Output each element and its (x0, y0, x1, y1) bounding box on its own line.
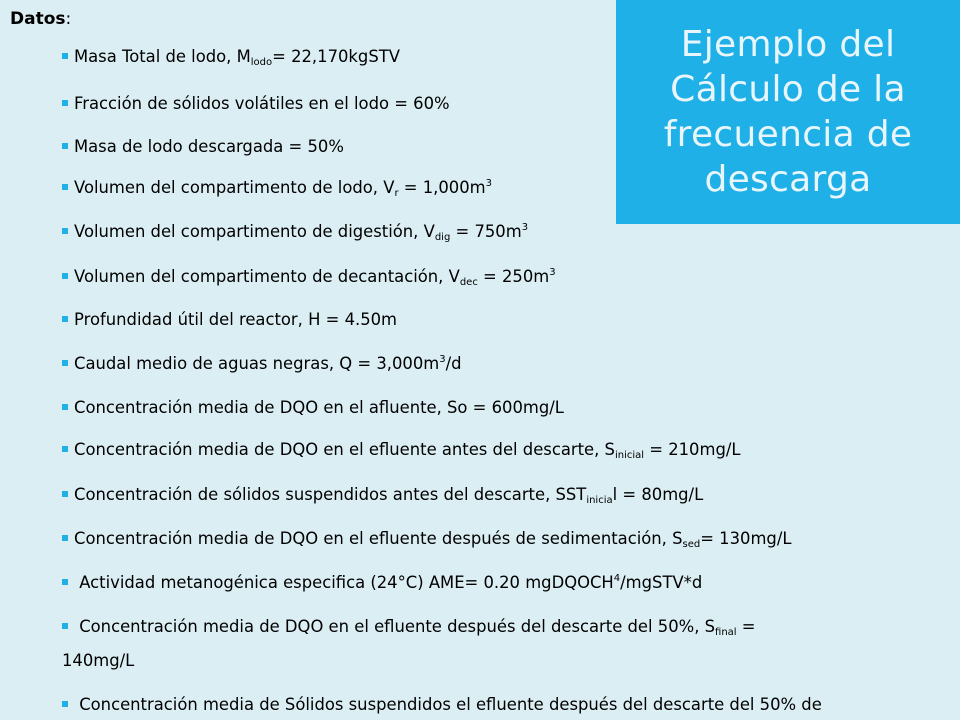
item-text: Concentración de sólidos suspendidos antes del descarte, SST (74, 485, 587, 504)
list-item (62, 309, 397, 331)
item-text-end: = 1,000m (398, 178, 486, 197)
square-bullet-icon (62, 491, 68, 497)
square-bullet-icon (62, 100, 68, 106)
list-item (62, 136, 344, 158)
item-subscript: inicia (586, 495, 613, 506)
item-text: Concentración media de DQO en el efluente después de sedimentación, S (74, 529, 683, 548)
item-superscript: 3 (439, 354, 446, 365)
data-heading-colon: : (65, 9, 72, 29)
item-text: Volumen del compartimento de lodo, V (74, 178, 395, 197)
list-item (62, 616, 756, 638)
item-text: Masa de lodo descargada = 50% (74, 137, 344, 156)
item-text-end: = 130mg/L (700, 529, 792, 548)
list-item (62, 572, 702, 594)
item-superscript: 3 (521, 222, 529, 233)
item-text: Volumen del compartimento de digestión, V (74, 222, 435, 241)
item-text-end: = 750m (450, 222, 522, 241)
item-text: Concentración media de DQO en el afluente, So = 600mg/L (74, 398, 564, 417)
square-bullet-icon (62, 53, 68, 59)
data-heading (10, 6, 71, 32)
list-item (62, 439, 741, 461)
item-text: Concentración media de Sólidos suspendidos el efluente después del descarte del 50% de (74, 695, 822, 714)
item-text-end: l = 80mg/L (612, 485, 704, 504)
item-subscript: dig (434, 232, 451, 243)
list-item (62, 46, 400, 68)
item-text-wrap: 140mg/L (62, 651, 135, 670)
item-subscript: final (715, 627, 737, 638)
square-bullet-icon (62, 143, 68, 149)
title-box (616, 0, 960, 224)
item-text: Volumen del compartimento de decantación, V (74, 267, 460, 286)
item-text: Fracción de sólidos volátiles en el lodo = 60% (74, 94, 450, 113)
item-text: Caudal medio de aguas negras, Q = 3,000m (74, 354, 440, 373)
list-item (62, 528, 792, 550)
square-bullet-icon (62, 535, 68, 541)
item-text-end: /d (445, 354, 462, 373)
item-text-end: = 22,170kgSTV (272, 47, 400, 66)
item-text: Actividad metanogénica especifica (24°C) AME= 0.20 mgDQOCH (74, 573, 614, 592)
list-item (62, 93, 450, 115)
square-bullet-icon (62, 446, 68, 452)
square-bullet-icon (62, 701, 68, 707)
square-bullet-icon (62, 228, 68, 234)
item-text-end: /mgSTV*d (620, 573, 703, 592)
square-bullet-icon (62, 579, 68, 585)
list-item-continuation (62, 650, 134, 672)
item-superscript: 3 (485, 178, 492, 189)
item-text: Concentración media de DQO en el efluente antes del descarte, S (74, 440, 615, 459)
item-subscript: inicial (614, 450, 645, 461)
item-superscript: 4 (613, 573, 621, 584)
square-bullet-icon (62, 404, 68, 410)
square-bullet-icon (62, 184, 68, 190)
list-item (62, 397, 564, 419)
list-item (62, 694, 822, 716)
list-item (62, 353, 462, 375)
item-subscript: r (394, 188, 399, 199)
item-text-end: = 250m (477, 267, 550, 286)
item-subscript: lodo (250, 57, 273, 68)
item-subscript: sed (682, 539, 701, 550)
square-bullet-icon (62, 316, 68, 322)
item-text-end: = (736, 617, 756, 636)
item-text: Profundidad útil del reactor, H = 4.50m (74, 310, 398, 329)
slide-title: Ejemplo del Cálculo de la frecuencia de descarga (663, 24, 913, 200)
item-text: Masa Total de lodo, M (74, 47, 251, 66)
data-heading-label: Datos (10, 9, 66, 29)
list-item (62, 177, 492, 199)
square-bullet-icon (62, 273, 68, 279)
item-superscript: 3 (549, 267, 556, 278)
list-item (62, 266, 556, 288)
square-bullet-icon (62, 623, 68, 629)
list-item (62, 484, 703, 506)
item-text-end: = 210mg/L (644, 440, 741, 459)
list-item (62, 221, 528, 243)
square-bullet-icon (62, 360, 68, 366)
item-subscript: dec (459, 277, 478, 288)
item-text: Concentración media de DQO en el efluente después del descarte del 50%, S (74, 617, 716, 636)
